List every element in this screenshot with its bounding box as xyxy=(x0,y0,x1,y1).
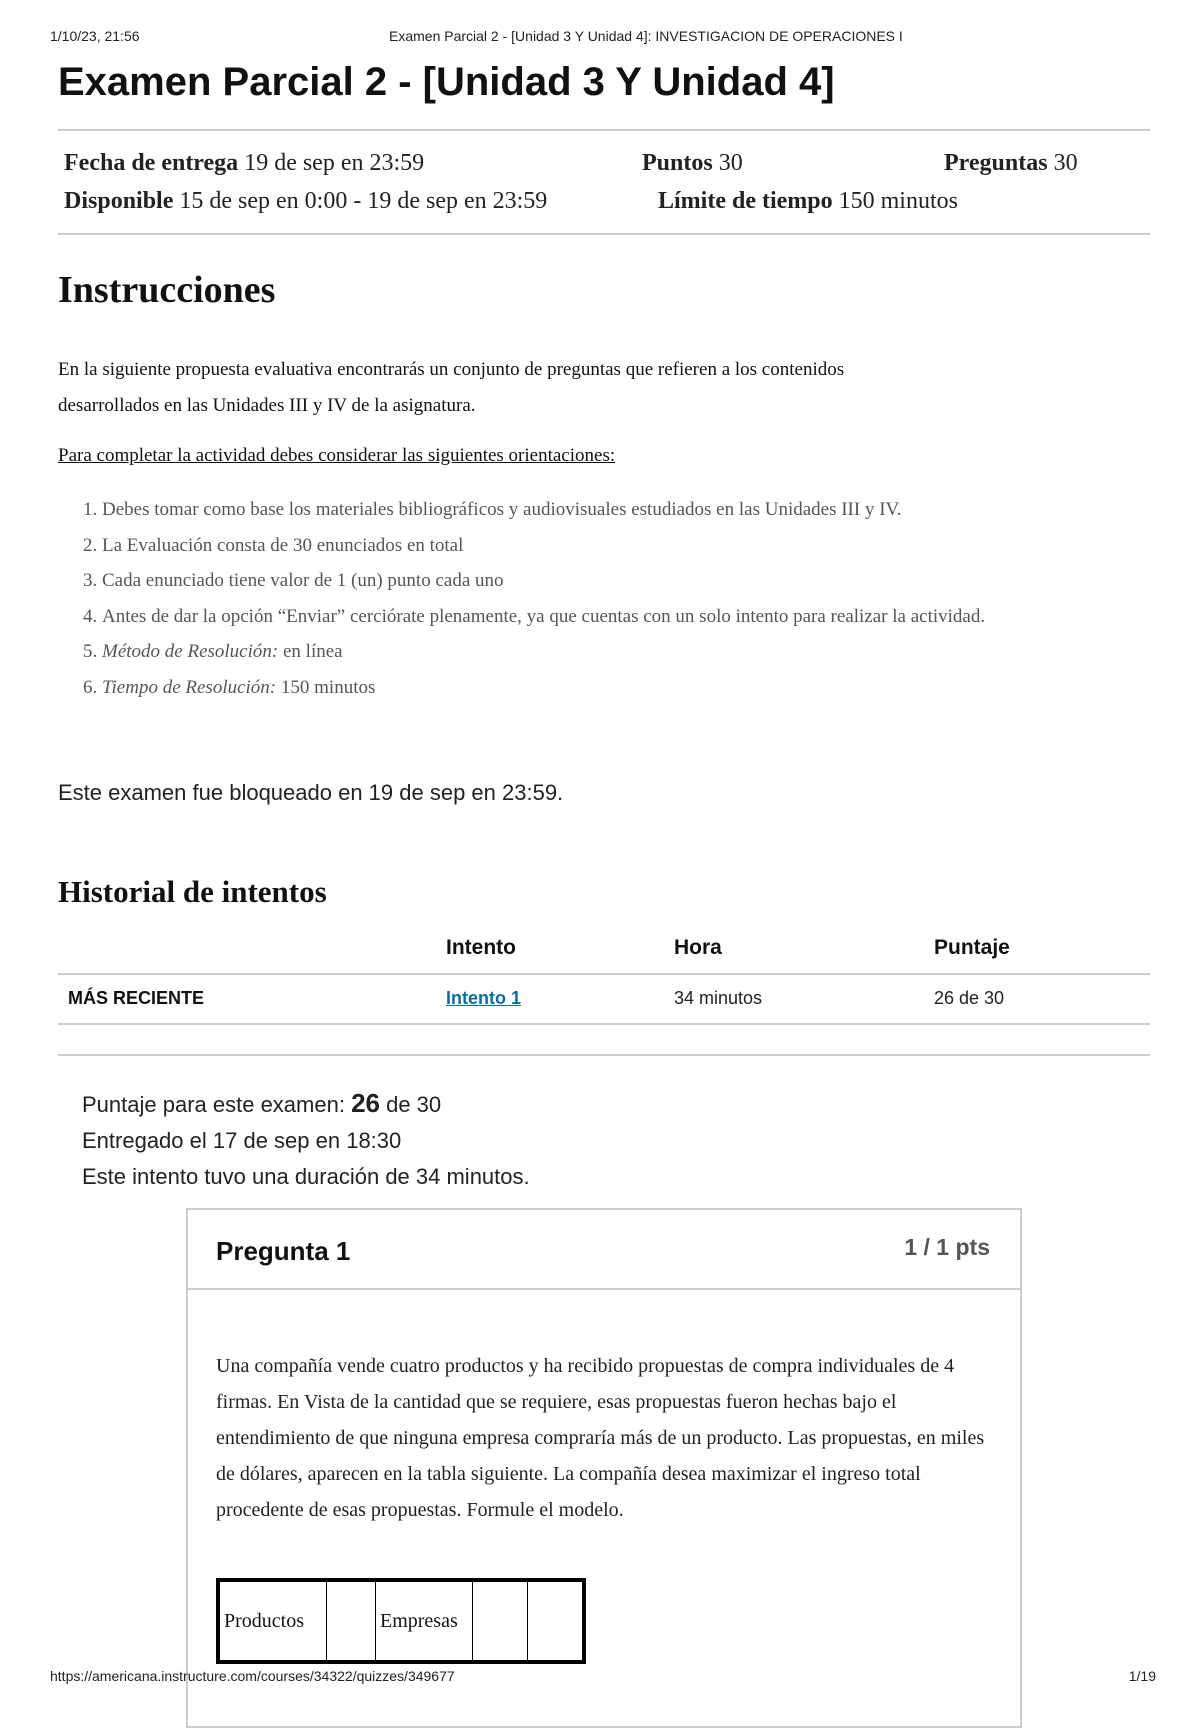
instructions-heading: Instrucciones xyxy=(58,269,276,311)
print-page-number: 1/19 xyxy=(1128,1668,1156,1684)
score-prefix: Puntaje para este examen: xyxy=(82,1092,352,1117)
points-field xyxy=(642,150,743,177)
locked-notice: Este examen fue bloqueado en 19 de sep en 23:59. xyxy=(58,780,564,805)
instructions-intro xyxy=(58,352,1118,424)
attempt-duration: Este intento tuvo una duración de 34 minutos. xyxy=(82,1164,530,1189)
row-label: MÁS RECIENTE xyxy=(68,988,205,1008)
question-header xyxy=(188,1210,1020,1290)
time-limit-label: Límite de tiempo xyxy=(658,188,833,214)
method-value: en línea xyxy=(278,641,343,662)
question-card xyxy=(186,1208,1022,1728)
list-item: 2. La Evaluación consta de 30 enunciados en total xyxy=(102,528,1182,564)
intro-line: En la siguiente propuesta evaluativa encontrarás un conjunto de preguntas que refieren a los contenidos xyxy=(58,359,845,380)
time-limit-value: 150 minutos xyxy=(838,188,958,214)
table-row xyxy=(218,1580,584,1662)
list-item xyxy=(102,670,1182,706)
due-date-value: 19 de sep en 23:59 xyxy=(244,150,425,176)
intro-line: desarrollados en las Unidades III y IV de la asignatura. xyxy=(58,395,476,416)
list-item: 3. Cada enunciado tiene valor de 1 (un) punto cada uno xyxy=(102,563,1182,599)
question-title: Pregunta 1 xyxy=(216,1236,351,1266)
score-value: 26 xyxy=(351,1088,380,1118)
table-cell: Productos xyxy=(218,1580,327,1662)
print-url: https://americana.instructure.com/courses/34322/quizzes/349677 xyxy=(50,1668,455,1684)
question-table xyxy=(216,1578,586,1664)
list-item xyxy=(102,634,1182,670)
orientations-list xyxy=(58,492,1182,705)
score-summary xyxy=(82,1088,441,1119)
table-cell xyxy=(473,1580,528,1662)
table-header-divider xyxy=(58,973,1150,975)
available-field xyxy=(64,188,547,215)
orientations-title: Para completar la actividad debes considerar las siguientes orientaciones: xyxy=(58,445,616,466)
attempt-score: 26 de 30 xyxy=(934,988,1005,1008)
method-label: Método de Resolución: xyxy=(102,641,279,662)
divider xyxy=(58,233,1150,235)
points-value: 30 xyxy=(718,150,743,176)
table-cell: Empresas xyxy=(376,1580,473,1662)
divider xyxy=(58,129,1150,131)
questions-field xyxy=(944,150,1078,177)
divider xyxy=(58,1054,1150,1056)
column-header-attempt: Intento xyxy=(446,936,516,959)
attempt-time: 34 minutos xyxy=(674,988,763,1008)
attempt-link[interactable]: Intento 1 xyxy=(446,988,521,1008)
list-item: 4. Antes de dar la opción “Enviar” cerciórate plenamente, ya que cuentas con un solo intento para realizar la actividad. xyxy=(102,599,1182,635)
question-points: 1 / 1 pts xyxy=(904,1234,990,1260)
questions-label: Preguntas xyxy=(944,150,1048,176)
list-item: 1. Debes tomar como base los materiales bibliográficos y audiovisuales estudiados en las Unidades III y IV. xyxy=(102,492,1182,528)
time-label: Tiempo de Resolución: xyxy=(102,676,277,698)
submitted-date: Entregado el 17 de sep en 18:30 xyxy=(82,1128,402,1153)
table-cell xyxy=(528,1580,585,1662)
question-text: Una compañía vende cuatro productos y ha recibido propuestas de compra individuales de 4 firmas. En Vista de la cantidad que se requiere, esas propuestas fueron hechas bajo el entendimiento de que ninguna empresa compraría más de un producto. Las propuestas, en miles de dólares, aparecen en la tabla siguiente. La compañía desea maximizar el ingreso total procedente de esas propuestas. Formule el modelo. xyxy=(216,1355,985,1521)
print-datetime: 1/10/23, 21:56 xyxy=(50,28,140,44)
time-value: 150 minutos xyxy=(276,676,376,698)
due-date-label: Fecha de entrega xyxy=(64,150,239,176)
page-title: Examen Parcial 2 - [Unidad 3 Y Unidad 4] xyxy=(58,60,835,104)
points-label: Puntos xyxy=(642,150,713,176)
history-heading: Historial de intentos xyxy=(58,874,327,909)
due-date-field xyxy=(64,150,424,177)
available-label: Disponible xyxy=(64,188,174,214)
available-value: 15 de sep en 0:00 - 19 de sep en 23:59 xyxy=(179,188,548,214)
table-row-divider xyxy=(58,1023,1150,1025)
time-limit-field xyxy=(658,188,958,215)
score-suffix: de 30 xyxy=(379,1092,442,1117)
print-doc-title: Examen Parcial 2 - [Unidad 3 Y Unidad 4]: INVESTIGACION DE OPERACIONES I xyxy=(389,28,903,44)
questions-value: 30 xyxy=(1053,150,1078,176)
column-header-score: Puntaje xyxy=(934,936,1010,959)
table-cell xyxy=(327,1580,376,1662)
column-header-time: Hora xyxy=(674,936,722,959)
